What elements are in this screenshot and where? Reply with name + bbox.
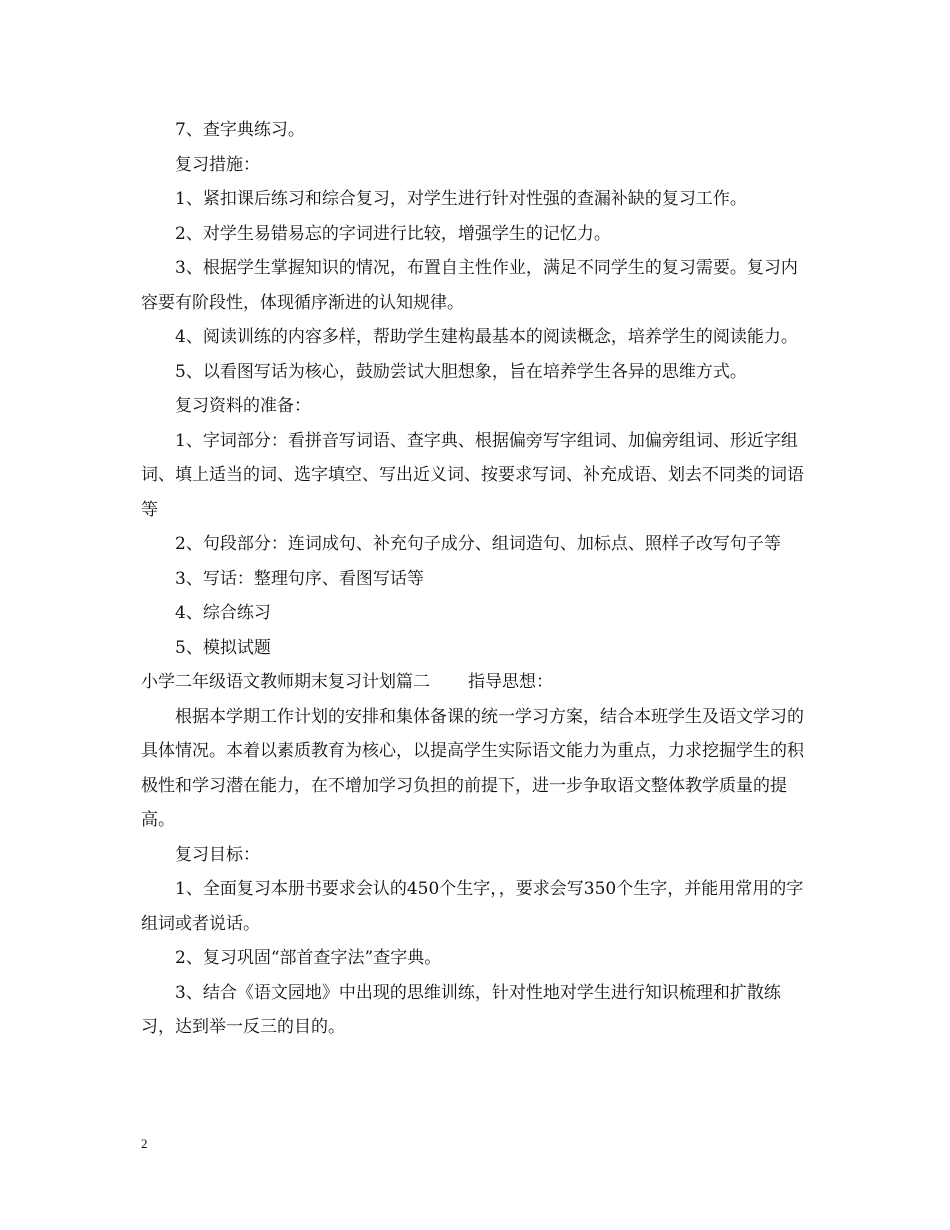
paragraph: 3、根据学生掌握知识的情况，布置自主性作业，满足不同学生的复习需要。复习内容要有阶段性，体现循序渐进的认知规律。 [141, 258, 798, 313]
paragraph: 4、阅读训练的内容多样，帮助学生建构最基本的阅读概念，培养学生的阅读能力。 [175, 327, 798, 347]
page-number: 2 [141, 1136, 148, 1151]
section-label: 复习资料的准备： [175, 396, 311, 416]
paragraph: 2、句段部分：连词成句、补充句子成分、组词造句、加标点、照样子改写句子等 [175, 534, 781, 554]
paragraph: 4、综合练习 [175, 603, 271, 623]
section-heading [141, 665, 813, 700]
paragraph: 3、结合《语文园地》中出现的思维训练，针对性地对学生进行知识梳理和扩散练习，达到举一反三的目的。 [141, 982, 781, 1037]
paragraph: 5、模拟试题 [175, 637, 271, 658]
section-heading-title: 小学二年级语文教师期末复习计划篇二 [141, 672, 430, 692]
document-body [141, 113, 813, 1045]
section-label: 复习措施： [175, 154, 260, 175]
paragraph: 3、写话：整理句序、看图写话等 [175, 568, 424, 589]
section-label: 复习目标： [175, 844, 260, 865]
paragraph: 根据本学期工作计划的安排和集体备课的统一学习方案，结合本班学生及语文学习的具体情况。本着以素质教育为核心，以提高学生实际语文能力为重点，力求挖掘学生的积极性和学习潜在能力，在不增加学习负担的前提下，进一步争取语文整体教学质量的提高。 [141, 706, 804, 830]
paragraph: 1、紧扣课后练习和综合复习，对学生进行针对性强的查漏补缺的复习工作。 [175, 189, 747, 209]
paragraph: 2、对学生易错易忘的字词进行比较，增强学生的记忆力。 [175, 223, 611, 244]
paragraph: 2、复习巩固“部首查字法”查字典。 [175, 948, 442, 968]
paragraph: 1、字词部分：看拼音写词语、查字典、根据偏旁写字组词、加偏旁组词、形近字组词、填上适当的词、选字填空、写出近义词、按要求写词、补充成语、划去不同类的词语等 [141, 430, 804, 520]
paragraph: 7、查字典练习。 [175, 120, 305, 140]
paragraph: 1、全面复习本册书要求会认的450个生字，，要求会写350个生字，并能用常用的字组词或者说话。 [141, 879, 804, 934]
paragraph: 5、以看图写话为核心，鼓励尝试大胆想象，旨在培养学生各异的思维方式。 [175, 361, 747, 382]
section-heading-subtitle: 指导思想： [468, 672, 553, 692]
